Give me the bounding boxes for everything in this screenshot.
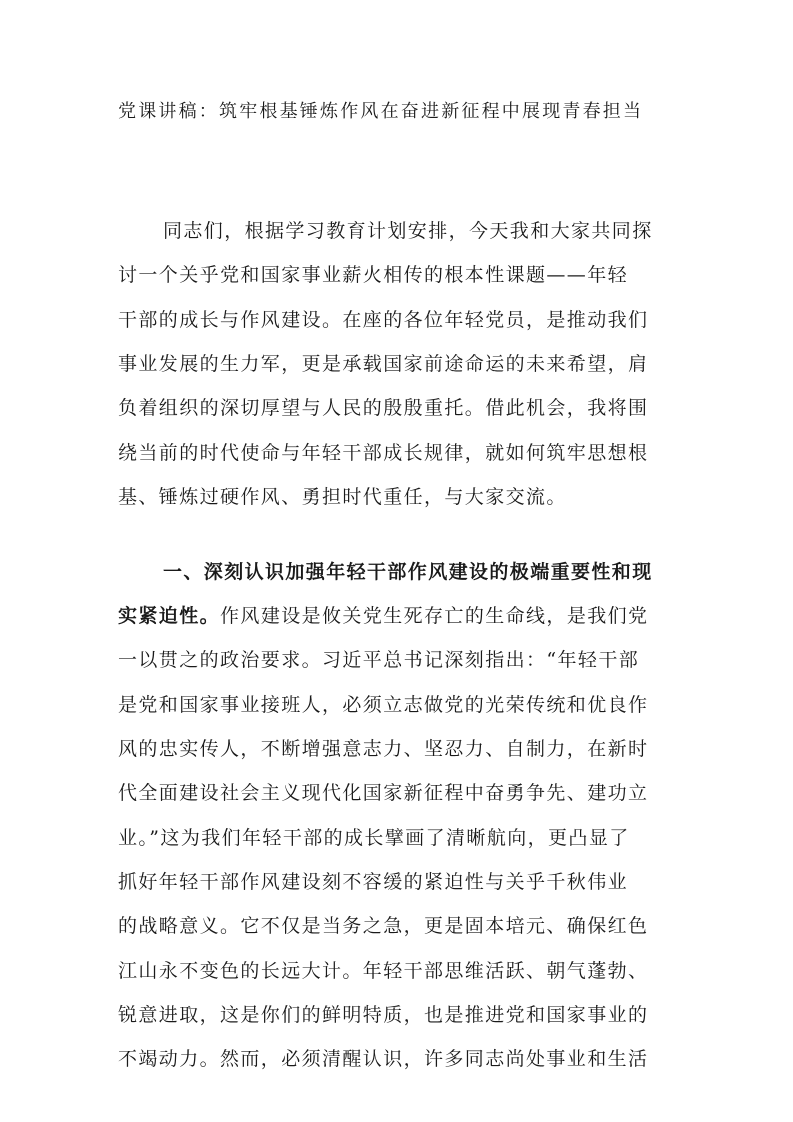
document-title: 党课讲稿：筑牢根基锤炼作风在奋进新征程中展现青春担当 (118, 101, 644, 122)
paragraph-line: 锐意进取，这是你们的鲜明特质，也是推进党和国家事业的 (118, 1004, 649, 1026)
paragraph-line: 业。”这为我们年轻干部的成长擘画了清晰航向，更凸显了 (118, 827, 630, 849)
paragraph-line: 抓好年轻干部作风建设刻不容缓的紧迫性与关乎千秋伟业 (118, 871, 629, 893)
paragraph-line: 的战略意义。它不仅是当务之急，更是固本培元、确保红色 (118, 915, 649, 937)
paragraph-line: 是党和国家事业接班人，必须立志做党的光荣传统和优良作 (118, 694, 649, 716)
paragraph-line: 基、锤炼过硬作风、勇担时代重任，与大家交流。 (118, 486, 567, 508)
paragraph-line: 同志们，根据学习教育计划安排，今天我和大家共同探 (163, 220, 653, 242)
paragraph-line: 江山永不变色的长远大计。年轻干部思维活跃、朝气蓬勃、 (118, 960, 649, 982)
section-heading: 一、深刻认识加强年轻干部作风建设的极端重要性和现 (163, 561, 653, 583)
paragraph-line: 不竭动力。然而，必须清醒认识，许多同志尚处事业和生活 (118, 1048, 649, 1070)
paragraph-line: 事业发展的生力军，更是承载国家前途命运的未来希望，肩 (118, 353, 649, 375)
paragraph-line: 一以贯之的政治要求。习近平总书记深刻指出：“年轻干部 (118, 649, 640, 671)
paragraph-line (118, 604, 648, 628)
paragraph-line: 代全面建设社会主义现代化国家新征程中奋勇争先、建功立 (118, 782, 649, 804)
section-heading-continuation: 实紧迫性。 (118, 605, 221, 627)
paragraph-line: 干部的成长与作风建设。在座的各位年轻党员，是推动我们 (118, 309, 649, 331)
paragraph-text: 作风建设是攸关党生死存亡的生命线，是我们党 (220, 605, 649, 627)
paragraph-line: 绕当前的时代使命与年轻干部成长规律，就如何筑牢思想根 (118, 442, 649, 464)
paragraph-line: 讨一个关乎党和国家事业薪火相传的根本性课题——年轻 (118, 264, 629, 286)
paragraph-line: 风的忠实传人，不断增强意志力、坚忍力、自制力，在新时 (118, 738, 649, 760)
paragraph-line: 负着组织的深切厚望与人民的殷殷重托。借此机会，我将围 (118, 397, 649, 419)
